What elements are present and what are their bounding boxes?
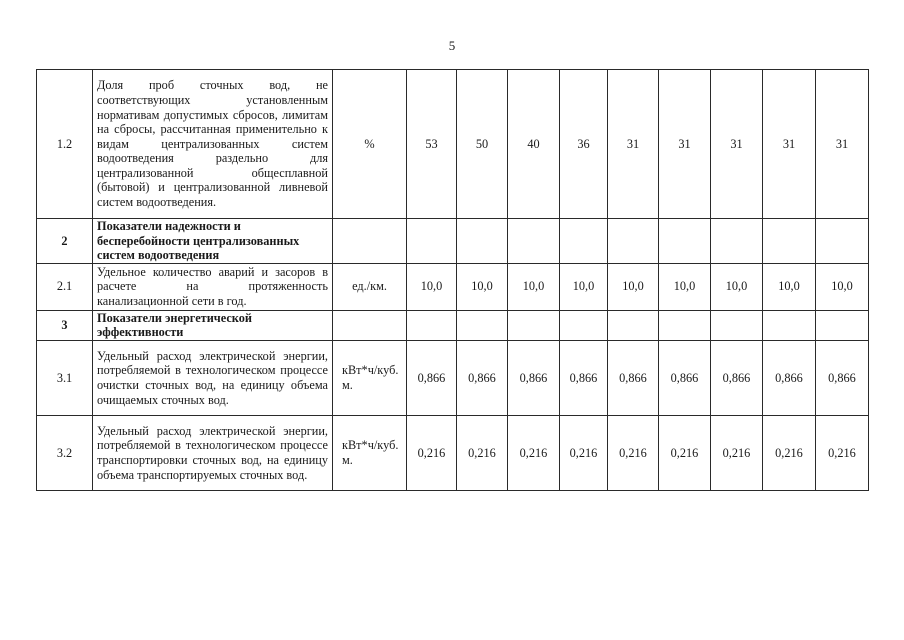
- empty-cell: [333, 219, 407, 264]
- empty-cell: [711, 219, 763, 264]
- value-cell: 0,866: [659, 340, 711, 415]
- value-cell: 0,866: [763, 340, 816, 415]
- value-cell: 10,0: [711, 263, 763, 310]
- empty-cell: [407, 219, 457, 264]
- empty-cell: [457, 310, 508, 340]
- page-number: 5: [448, 38, 456, 53]
- empty-cell: [608, 310, 659, 340]
- value-cell: 0,866: [560, 340, 608, 415]
- empty-cell: [763, 310, 816, 340]
- value-cell: 31: [608, 70, 659, 219]
- value-cell: 10,0: [608, 263, 659, 310]
- table-row: [37, 263, 869, 310]
- empty-cell: [816, 310, 869, 340]
- value-cell: 0,866: [816, 340, 869, 415]
- empty-cell: [333, 310, 407, 340]
- value-cell: 10,0: [560, 263, 608, 310]
- value-cell: 0,216: [608, 415, 659, 490]
- value-cell: 0,216: [659, 415, 711, 490]
- value-cell: 31: [659, 70, 711, 219]
- value-cell: 40: [508, 70, 560, 219]
- value-cell: 31: [816, 70, 869, 219]
- indicators-table: [36, 69, 869, 491]
- section-title: Показатели надежности и бесперебойности централизованных систем водоотведения: [93, 219, 333, 264]
- row-unit: кВт*ч/куб. м.: [333, 340, 407, 415]
- empty-cell: [560, 219, 608, 264]
- value-cell: 10,0: [407, 263, 457, 310]
- table-row: [37, 415, 869, 490]
- row-description: Удельный расход электрической энергии, потребляемой в технологическом процессе очистки сточных вод, на единицу объема очищаемых сточных вод.: [93, 340, 333, 415]
- row-description: Доля проб сточных вод, не соответствующих установленным нормативам допустимых сбросов, лимитам на сбросы, рассчитанная применительно к видам централизованных систем водоотведения раздельно для централизованной общесплавной (бытовой) и централизованной ливневой систем водоотведения.: [93, 70, 333, 219]
- value-cell: 50: [457, 70, 508, 219]
- section-number: 2: [37, 219, 93, 264]
- section-number: 3: [37, 310, 93, 340]
- value-cell: 53: [407, 70, 457, 219]
- value-cell: 10,0: [659, 263, 711, 310]
- empty-cell: [659, 219, 711, 264]
- empty-cell: [457, 219, 508, 264]
- row-number: 3.1: [37, 340, 93, 415]
- section-row: [37, 310, 869, 340]
- row-unit: кВт*ч/куб. м.: [333, 415, 407, 490]
- value-cell: 0,216: [711, 415, 763, 490]
- value-cell: 0,866: [457, 340, 508, 415]
- value-cell: 10,0: [816, 263, 869, 310]
- row-description: Удельное количество аварий и засоров в расчете на протяженность канализационной сети в год.: [93, 263, 333, 310]
- value-cell: 0,866: [508, 340, 560, 415]
- value-cell: 31: [763, 70, 816, 219]
- empty-cell: [659, 310, 711, 340]
- value-cell: 0,216: [508, 415, 560, 490]
- value-cell: 0,866: [407, 340, 457, 415]
- empty-cell: [763, 219, 816, 264]
- empty-cell: [711, 310, 763, 340]
- section-title: Показатели энергетической эффективности: [93, 310, 333, 340]
- row-number: 1.2: [37, 70, 93, 219]
- value-cell: 10,0: [763, 263, 816, 310]
- row-unit: ед./км.: [333, 263, 407, 310]
- empty-cell: [560, 310, 608, 340]
- empty-cell: [508, 219, 560, 264]
- value-cell: 10,0: [508, 263, 560, 310]
- value-cell: 0,866: [608, 340, 659, 415]
- row-description: Удельный расход электрической энергии, потребляемой в технологическом процессе транспортировки сточных вод, на единицу объема транспортируемых сточных вод.: [93, 415, 333, 490]
- value-cell: 0,216: [407, 415, 457, 490]
- section-row: [37, 219, 869, 264]
- value-cell: 10,0: [457, 263, 508, 310]
- empty-cell: [407, 310, 457, 340]
- empty-cell: [816, 219, 869, 264]
- table-row: [37, 340, 869, 415]
- value-cell: 0,216: [763, 415, 816, 490]
- table-row: [37, 70, 869, 219]
- empty-cell: [508, 310, 560, 340]
- row-number: 2.1: [37, 263, 93, 310]
- value-cell: 36: [560, 70, 608, 219]
- value-cell: 0,216: [560, 415, 608, 490]
- value-cell: 0,216: [816, 415, 869, 490]
- value-cell: 0,216: [457, 415, 508, 490]
- row-unit: %: [333, 70, 407, 219]
- row-number: 3.2: [37, 415, 93, 490]
- value-cell: 31: [711, 70, 763, 219]
- empty-cell: [608, 219, 659, 264]
- value-cell: 0,866: [711, 340, 763, 415]
